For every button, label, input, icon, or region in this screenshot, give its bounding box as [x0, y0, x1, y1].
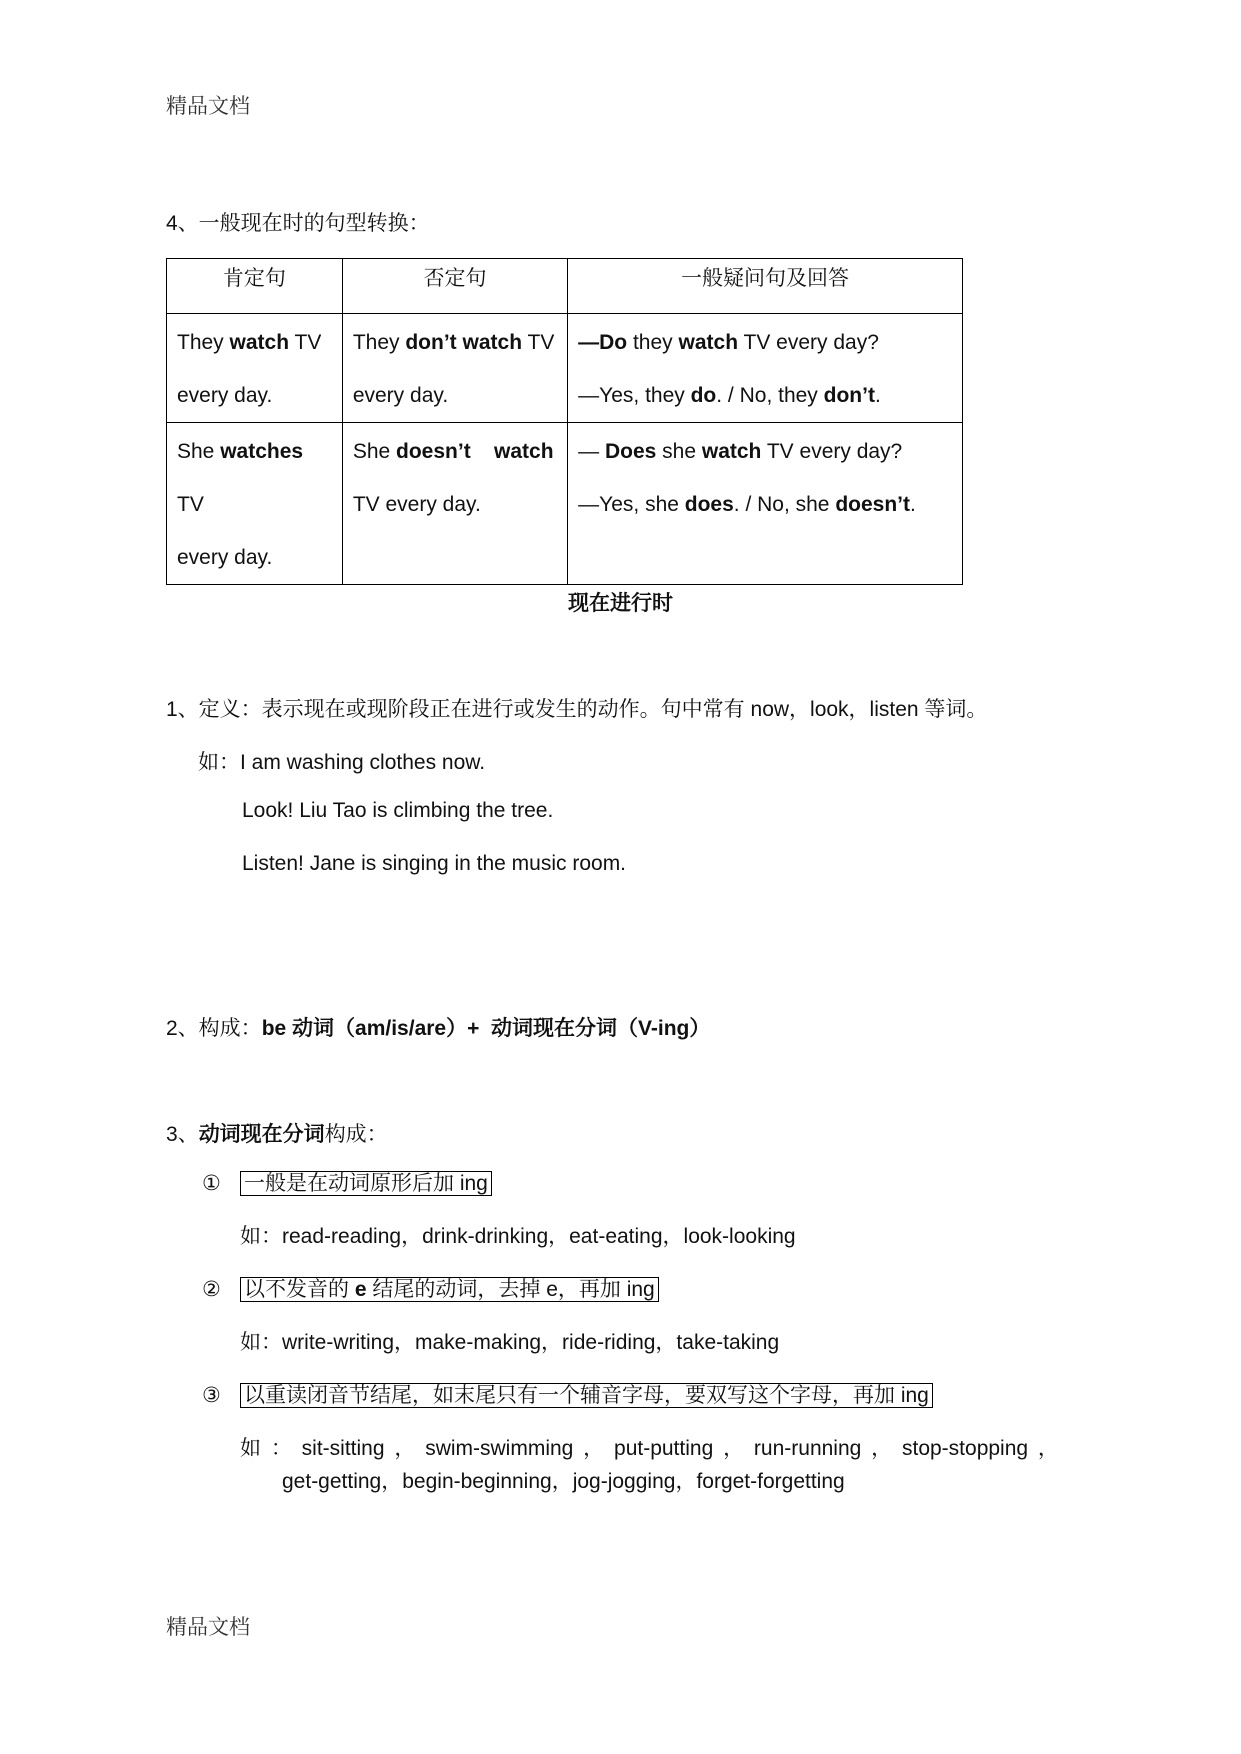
cell-negative — [342, 423, 567, 585]
text: —Yes, she — [578, 493, 685, 516]
text: she — [656, 440, 702, 463]
bold-aux: don’t — [823, 384, 875, 407]
header-negative: 否定句 — [342, 259, 567, 314]
text: She — [352, 440, 397, 463]
rules-suffix: 构成： — [324, 1123, 388, 1146]
text: . — [910, 493, 916, 516]
text: —Yes, they — [578, 384, 691, 407]
page-header: 精品文档 — [166, 94, 250, 118]
text: TV — [289, 331, 322, 354]
rules-prefix: 3、 — [166, 1123, 199, 1146]
header-affirmative: 肯定句 — [167, 259, 343, 314]
text: every day. — [177, 384, 273, 407]
sentence-transform-table — [166, 258, 963, 585]
bold-verb: watches — [220, 440, 304, 463]
example-2: Look! Liu Tao is climbing the tree. — [242, 799, 554, 822]
text: TV — [177, 493, 204, 516]
text: . — [874, 384, 881, 407]
text: 结尾的动词，去掉 e，再加 ing — [366, 1278, 655, 1301]
rule-number: ③ — [202, 1384, 221, 1407]
header-question: 一般疑问句及回答 — [568, 259, 963, 314]
rule-text-box — [240, 1277, 659, 1302]
bold-aux: —Do — [578, 331, 628, 354]
text: — — [578, 440, 605, 463]
cell-question — [568, 423, 963, 585]
example-3: Listen! Jane is singing in the music room. — [242, 852, 627, 875]
text: . / No, she — [733, 493, 836, 516]
section-4-heading: 4、一般现在时的句型转换： — [166, 212, 430, 235]
table-row — [167, 423, 963, 585]
rules-bold: 动词现在分词 — [198, 1123, 325, 1146]
structure-prefix: 2、构成： — [166, 1017, 262, 1040]
bold-verb: don’t watch — [405, 331, 523, 354]
bold-verb: doesn’t watch — [396, 440, 554, 463]
text: . / No, they — [716, 384, 824, 407]
text: She — [177, 440, 221, 463]
example-1 — [198, 746, 485, 776]
rule-3 — [202, 1379, 933, 1409]
rule-3-example-line-2: get-getting，begin-beginning，jog-jogging，forget-forgetting — [282, 1470, 845, 1493]
rules-heading — [166, 1118, 388, 1148]
text: TV every day. — [352, 493, 481, 516]
table-row — [167, 314, 963, 423]
bold-aux: Does — [604, 440, 657, 463]
text: They — [352, 331, 406, 354]
text: they — [627, 331, 679, 354]
bold-verb: watch — [229, 331, 290, 354]
bold-letter: e — [354, 1278, 367, 1301]
definition-line: 1、定义：表示现在或现阶段正在进行或发生的动作。句中常有 now，look，listen 等词。 — [166, 698, 988, 721]
section-title: 现在进行时 — [568, 592, 673, 615]
rule-1 — [202, 1167, 492, 1197]
bold-aux: doesn’t — [835, 493, 910, 516]
cell-affirmative — [167, 314, 343, 423]
text: TV every day? — [738, 331, 879, 354]
text: TV — [522, 331, 555, 354]
example-text: I am washing clothes now. — [240, 751, 486, 774]
structure-line — [166, 1012, 710, 1042]
rule-text-box: 以重读闭音节结尾，如末尾只有一个辅音字母，要双写这个字母，再加 ing — [240, 1383, 933, 1408]
example-prefix: 如： — [198, 751, 240, 774]
page-footer: 精品文档 — [166, 1615, 250, 1639]
rule-3-example-line-1: 如 ： sit-sitting ， swim-swimming ， put-putting ， run-running ， stop-stopping ， — [240, 1437, 1059, 1460]
text: TV every day? — [761, 440, 903, 463]
text: They — [177, 331, 230, 354]
rule-1-example: 如：read-reading，drink-drinking，eat-eating，look-looking — [240, 1225, 796, 1248]
text: 以不发音的 — [244, 1278, 355, 1301]
rule-number: ① — [202, 1172, 221, 1195]
bold-verb: watch — [678, 331, 739, 354]
bold-aux: does — [684, 493, 734, 516]
bold-aux: do — [690, 384, 717, 407]
table-header-row — [167, 259, 963, 314]
rule-text-box: 一般是在动词原形后加 ing — [240, 1171, 492, 1196]
rule-number: ② — [202, 1278, 221, 1301]
bold-verb: watch — [701, 440, 762, 463]
structure-formula: be 动词（am/is/are）+ 动词现在分词（V-ing） — [261, 1017, 711, 1040]
rule-2 — [202, 1273, 659, 1303]
rule-2-example: 如：write-writing，make-making，ride-riding，take-taking — [240, 1331, 780, 1354]
cell-question — [568, 314, 963, 423]
cell-negative — [342, 314, 567, 423]
text: every day. — [177, 546, 273, 569]
text: every day. — [352, 384, 449, 407]
cell-affirmative — [167, 423, 343, 585]
